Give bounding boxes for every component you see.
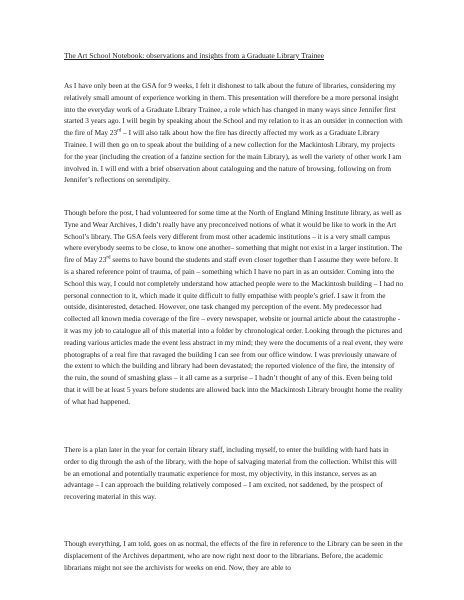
paragraph-2-superscript: rd [106, 255, 111, 261]
paragraph-4 [64, 538, 404, 573]
paragraph-1-superscript: rd [117, 128, 122, 134]
paragraph-4-text: Though everything, I am told, goes on as normal, the effects of the fire in reference to the Library can be seen in the displacement of the Archives department, who are now right next door to the librarians. Before, the academic librarians might not see the archivists for weeks on end. Now, they are able to [64, 539, 403, 572]
paragraph-2-text: Though before the post, I had volunteered for some time at the North of England Mining Institute library, as well as Tyne and Wear Archives, I didn’t really have any preconceived notions of what it would be like to work in the Art School’s library. The GSA feels very different from most other academic institutions – it is a very small campus where everybody seems to be close, to know one another– something that might not exist in a larger institution. The fire of May 23 [64, 208, 403, 265]
paragraph-1-text: As I have only been at the GSA for 9 weeks, I felt it dishonest to talk about the future of libraries, considering my relatively small amount of experience working in them. This presentation will therefore be a more personal insight into the everyday work of a Graduate Library Trainee, a role which has changed in many ways since Jennifer first started 3 years ago. I will begin by speaking about the School and my relation to it as an outsider in connection with the fire of May 23 [64, 81, 403, 138]
paragraph-1 [64, 80, 404, 186]
paragraph-2-text-cont: seems to have bound the students and staff even closer together than I assume they were before. It is a shared reference point of trauma, of pain – something which I have no part in as an outsider. Coming into the School this way, I could not completely understand how attached people were to the Mackintosh building – I had no personal connection to it, which made it quite difficult to fully empathise with people’s grief. I saw it from the outside, disinterested, detached. However, one task changed my perception of the event. My predecessor had collected all known media coverage of the fire – every newspaper, website or journal article about the catastrophe - it was my job to catalogue all of this material into a folder by chronological order. Looking through the pictures and reading various articles made the event less abstract in my mind; they were the documents of a real event, they were photographs of a real fire that ravaged the building I can see from our office window. I was previously unaware of the extent to which the building and library had been devastated; the reported violence of the fire, the intensity of the ruin, the sound of smashing glass – it all came as a surprise – I hadn’t thought of any of this. Even being told that it will be at least 5 years before students are allowed back into the Mackintosh Library brought home the reality of what had happened. [64, 255, 404, 406]
document-title: The Art School Notebook: observations and insights from a Graduate Library Trainee [64, 51, 325, 60]
paragraph-1-text-cont: – I will also talk about how the fire has directly affected my work as a Graduate Library Trainee. I will then go on to speak about the building of a new collection for the Mackintosh Library, my projects for the year (including the creation of a fanzine section for the main Library), as well the variety of other work I am involved in. I will end with a brief observation about cataloguing and the nature of browsing, following on from Jennifer’s reflections on serendipity. [64, 128, 402, 185]
paragraph-3 [64, 444, 404, 503]
paragraph-2 [64, 207, 404, 408]
paragraph-3-text: There is a plan later in the year for certain library staff, including myself, to enter the building with hard hats in order to dig through the ash of the library, with the hope of salvaging material from the collection. Whilst this will be an emotional and potentially traumatic experience for most, my objectivity, in this instance, serves as an advantage – I can approach the building relatively composed – I am excited, not saddened, by the prospect of recovering material in this way. [64, 445, 397, 502]
